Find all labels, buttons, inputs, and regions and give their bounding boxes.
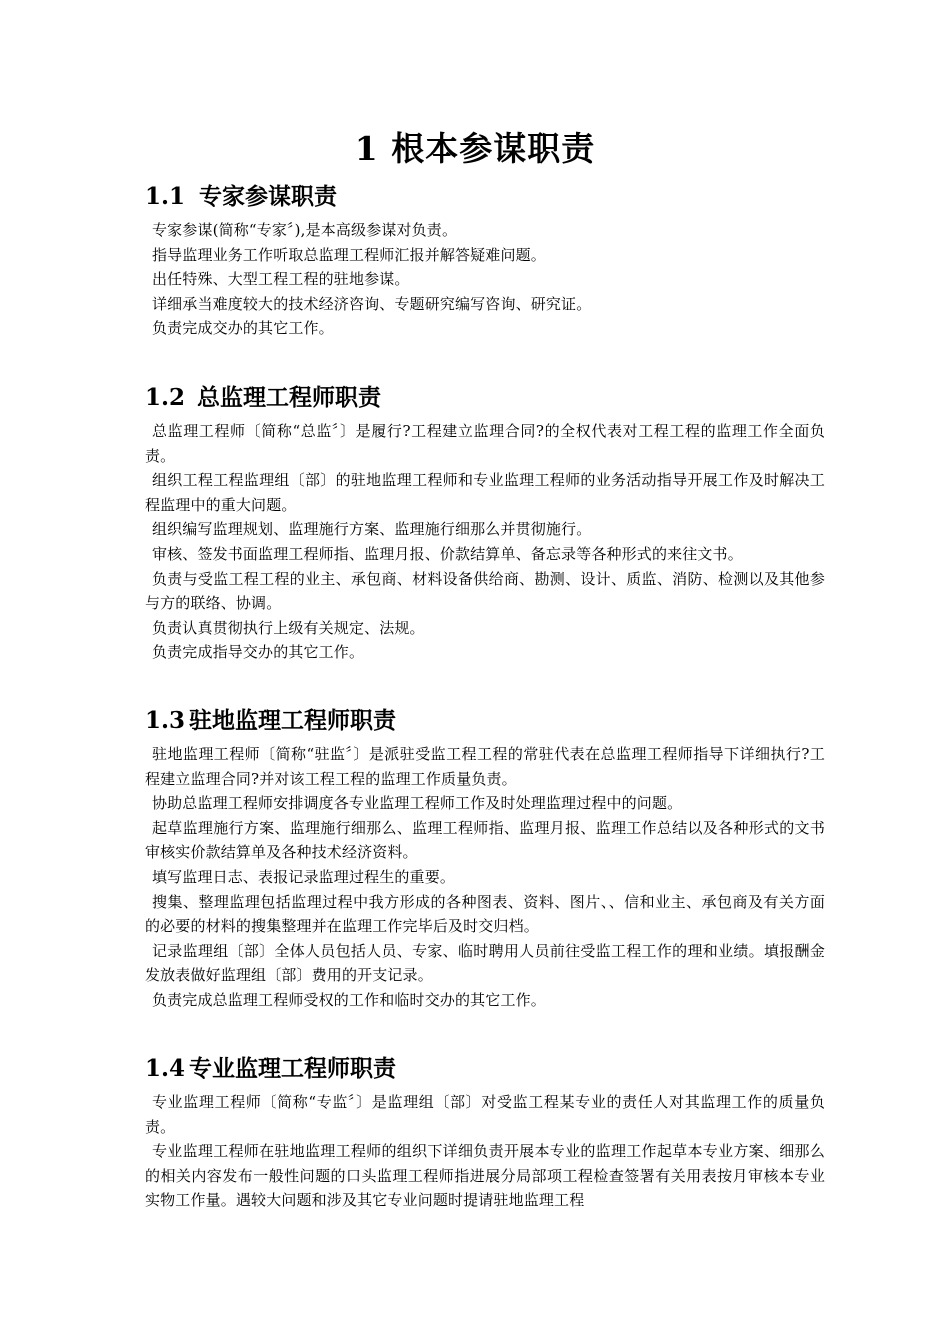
section-number: 1.4 — [145, 1055, 186, 1082]
paragraph: 专业监理工程师在驻地监理工程师的组织下详细负责开展本专业的监理工作起草本专业方案、细那么的相关内容发布一般性问题的口头监理工程师指进展分局部项工程检查签署有关用表按月审核本专业实物工作量。遇较大问题和涉及其它专业问题时提请驻地监理工程 — [145, 1142, 825, 1210]
paragraph: 出任特殊、大型工程工程的驻地参谋。 — [152, 270, 410, 289]
paragraph: 专业监理工程师〔简称“专监〞〕是监理组〔部〕对受监工程某专业的责任人对其监理工作的质量负责。 — [145, 1093, 825, 1136]
section-number: 1.3 — [145, 707, 186, 734]
paragraph: 起草监理施行方案、监理施行细那么、监理工程师指、监理月报、监理工作总结以及各种形式的文书审核实价款结算单及各种技术经济资料。 — [145, 818, 825, 862]
section-heading — [145, 383, 825, 413]
paragraph: 组织工程工程监理组〔部〕的驻地监理工程师和专业监理工程师的业务活动指导开展工作及时解决工程监理中的重大问题。 — [145, 471, 825, 514]
paragraph: 详细承当难度较大的技术经济咨询、专题研究编写咨询、研究证。 — [152, 294, 592, 313]
section-1-3 — [145, 706, 825, 1013]
paragraph: 协助总监理工程师安排调度各专业监理工程师工作及时处理监理过程中的问题。 — [152, 794, 683, 813]
paragraph: 填写监理日志、表报记录监理过程生的重要。 — [152, 867, 456, 886]
section-heading-text: 总监理工程师职责 — [197, 384, 381, 411]
section-heading-text: 专业监理工程师职责 — [189, 1055, 396, 1082]
section-1-1 — [145, 182, 825, 341]
paragraph: 负责完成指导交办的其它工作。 — [152, 643, 365, 662]
paragraph: 指导监理业务工作听取总监理工程师汇报并解答疑难问题。 — [152, 245, 546, 264]
paragraph: 总监理工程师〔简称“总监〞〕是履行?工程建立监理合同?的全权代表对工程工程的监理工作全面负责。 — [145, 422, 825, 465]
section-heading — [145, 1054, 825, 1084]
section-1-4 — [145, 1054, 825, 1213]
paragraph: 负责与受监工程工程的业主、承包商、材料设备供给商、勘测、设计、质监、消防、检测以及其他参与方的联络、协调。 — [145, 569, 825, 613]
paragraph: 专家参谋(简称“专家〞),是本高级参谋对负责。 — [152, 221, 458, 239]
paragraph: 记录监理组〔部〕全体人员包括人员、专家、临时聘用人员前往受监工程工作的理和业绩。填报酬金发放表做好监理组〔部〕费用的开支记录。 — [145, 941, 825, 985]
section-heading-text: 驻地监理工程师职责 — [189, 707, 396, 734]
paragraph: 负责认真贯彻执行上级有关规定、法规。 — [152, 618, 425, 637]
paragraph: 负责完成交办的其它工作。 — [152, 319, 334, 338]
document-title: 1 根本参谋职责 — [354, 129, 596, 168]
section-1-2 — [145, 383, 825, 665]
section-number: 1.1 — [145, 183, 186, 210]
section-heading — [145, 182, 825, 212]
paragraph: 组织编写监理规划、监理施行方案、监理施行细那么并贯彻施行。 — [152, 520, 592, 539]
paragraph: 搜集、整理监理包括监理过程中我方形成的各种图表、资料、图片、、信和业主、承包商及有关方面的必要的材料的搜集整理并在监理工作完毕后及时交归档。 — [145, 892, 825, 936]
paragraph: 审核、签发书面监理工程师指、监理月报、价款结算单、备忘录等各种形式的来往文书。 — [152, 544, 743, 563]
section-heading-text: 专家参谋职责 — [199, 183, 337, 210]
paragraph: 驻地监理工程师〔简称“驻监〞〕是派驻受监工程工程的常驻代表在总监理工程师指导下详细执行?工程建立监理合同?并对该工程工程的监理工作质量负责。 — [145, 745, 825, 788]
section-number: 1.2 — [145, 384, 186, 411]
paragraph: 负责完成总监理工程师受权的工作和临时交办的其它工作。 — [152, 990, 546, 1009]
section-heading — [145, 706, 825, 736]
